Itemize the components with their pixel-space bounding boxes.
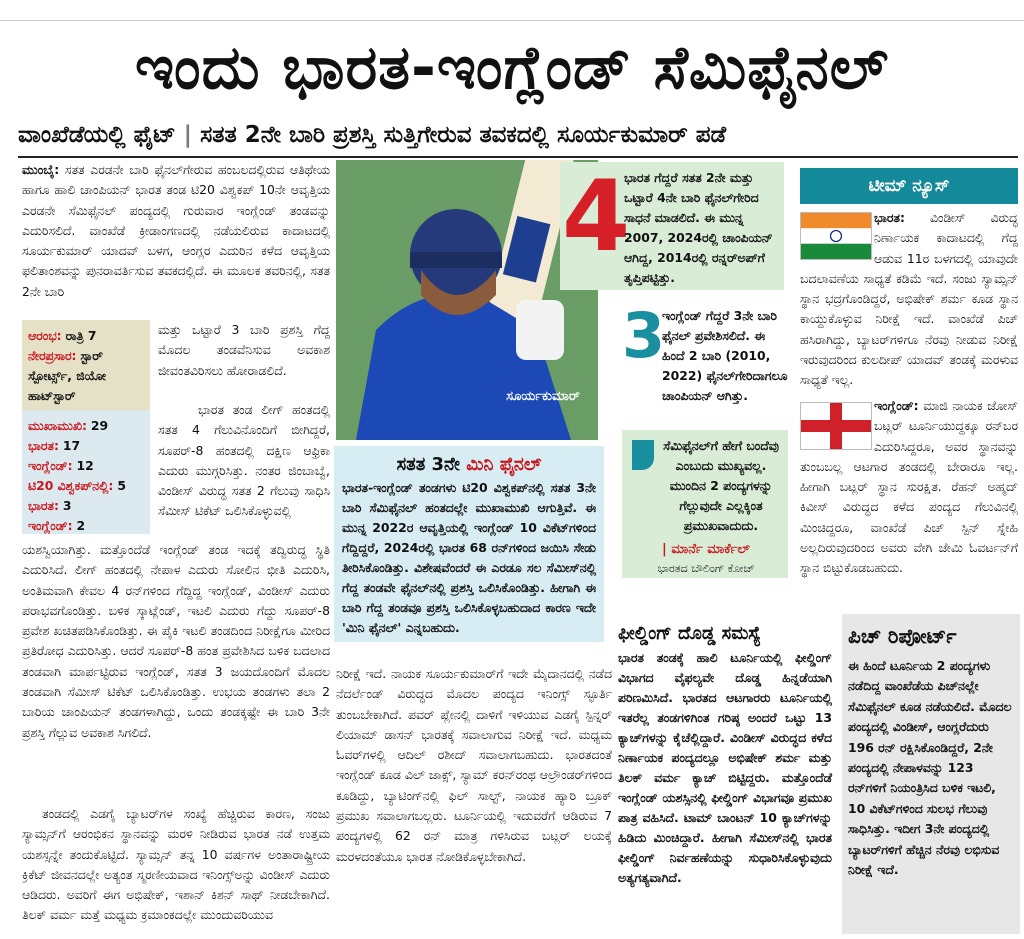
h2h-row: ಇಂಗ್ಲೆಂಡ್: 2: [28, 518, 86, 533]
fielding-heading: ಫೀಲ್ಡಿಂಗ್ ದೊಡ್ಡ ಸಮಸ್ಯೆ: [618, 623, 762, 644]
subhead-separator: |: [183, 122, 193, 148]
story-para-1: [22, 160, 330, 320]
mini-final-text: ಭಾರತ-ಇಂಗ್ಲೆಂಡ್ ತಂಡಗಳು ಟಿ20 ವಿಶ್ವಕಪ್‌ನಲ್ಲಿ ಸತತ 3ನೇ ಬಾರಿ ಸೆಮಿಫೈನಲ್ ಹಂತದಲ್ಲೇ ಮುಖಾಮುಖಿ ಆಗುತ್ತಿವೆ. ಈ ಮುನ್ನ 2022ರ ಆವೃತ್ತಿಯಲ್ಲಿ ಇಂಗ್ಲೆಂಡ್ 10 ವಿಕೆಟ್‌ಗಳಿಂದ ಗೆದ್ದಿದ್ದರೆ, 2024ರಲ್ಲಿ ಭಾರತ 68 ರನ್‌ಗಳಿಂದ ಜಯಿಸಿ ಸೇಡು ತೀರಿಸಿಕೊಂಡಿತ್ತು. ವಿಶೇಷವೆಂದರೆ ಈ ಎರಡೂ ಸಲ ಸೆಮೀಸ್‌ನಲ್ಲಿ ಗೆದ್ದ ತಂಡವೇ ಫೈನಲ್‌ನಲ್ಲಿ ಪ್ರಶಸ್ತಿ ಒಲಿಸಿಕೊಂಡಿತ್ತು. ಹೀಗಾಗಿ ಈ ಬಾರಿ ಗೆದ್ದ ತಂಡವೂ ಪ್ರಶಸ್ತಿ ಒಲಿಸಿಕೊಳ್ಳಬಹುದಾದ ಕಾರಣ ಇದೇ 'ಮಿನಿ ಫೈನಲ್' ಎನ್ನಬಹುದು.: [342, 480, 596, 635]
story-para-4: ನಿರೀಕ್ಷೆ ಇದೆ. ನಾಯಕ ಸೂರ್ಯಕುಮಾರ್‌ಗೆ ಇದೇ ಮೈದಾನದಲ್ಲಿ ನಡೆದ ನೆದರ್ಲೆಂಡ್ ವಿರುದ್ಧದ ಮೊದಲ ಪಂದ್ಯದ ಇನಿಂಗ್ಸ್ ಸ್ಫೂರ್ತಿ ತುಂಬಬೇಕಾಗಿದೆ. ಪವರ್ ಪ್ಲೇನಲ್ಲಿ ದಾಳಿಗೆ ಇಳಿಯುವ ಎಡಗೈ ಸ್ಪಿನ್ನರ್ ಲಿಯಾಮ್ ಡಾಸನ್ ಭಾರತಕ್ಕೆ ಸವಾಲಾಗುವ ನಿರೀಕ್ಷೆ ಇದೆ. ಮಧ್ಯಮ ಓವರ್‌ಗಳಲ್ಲಿ ಆದಿಲ್ ರಶೀದ್ ಸವಾಲಾಗಬಹುದು. ಭಾರತದಂತೆ ಇಂಗ್ಲೆಂಡ್ ಕೂಡ ವಿಲ್ ಜಾಕ್ಸ್, ಸ್ಯಾಮ್ ಕರನ್‌ರಂಥ ಆಲ್ರೌಂಡರ್‌ಗಳಿಂದ ಕೂಡಿದ್ದು, ಬ್ಯಾಟಿಂಗ್‌ನಲ್ಲಿ ಫಿಲ್ ಸಾಲ್ಟ್, ನಾಯಕ ಹ್ಯಾರಿ ಬ್ರೂಕ್ ಪ್ರಮುಖ ಸವಾಲಾಗಬಲ್ಲರು. ಟೂರ್ನಿಯಲ್ಲಿ ಇದುವರೆಗೆ ಆಡಿರುವ 7 ಪಂದ್ಯಗಳಲ್ಲಿ 62 ರನ್ ಮಾತ್ರ ಗಳಿಸಿರುವ ಬಟ್ಲರ್ ಲಯಕ್ಕೆ ಮರಳದಂತೆಯೂ ಭಾರತ ನೋಡಿಕೊಳ್ಳಬೇಕಾಗಿದೆ.: [336, 666, 612, 864]
subheadline: [18, 116, 1018, 154]
pitch-report-text: ಈ ಹಿಂದೆ ಟೂರ್ನಿಯ 2 ಪಂದ್ಯಗಳು ನಡೆದಿದ್ದ ವಾಂಖೆಡೆಯ ಪಿಚ್‌ನಲ್ಲೇ ಸೆಮಿಫೈನಲ್ ಕೂಡ ನಡೆಯಲಿದೆ. ಮೊದಲ ಪಂದ್ಯದಲ್ಲಿ ವಿಂಡೀಸ್, ಆಂಗ್ಲರೆದುರು 196 ರನ್ ರಕ್ಷಿಸಿಕೊಂಡಿದ್ದರೆ, 2ನೇ ಪಂದ್ಯದಲ್ಲಿ ನೇಪಾಳವನ್ನು 123 ರನ್‌ಗಳಿಗೆ ನಿಯಂತ್ರಿಸಿದ ಬಳಿಕ ಇಟಲಿ, 10 ವಿಕೆಟ್‌ಗಳಿಂದ ಸುಲಭ ಗೆಲುವು ಸಾಧಿಸಿತ್ತು. ಇದೀಗ 3ನೇ ಪಂದ್ಯದಲ್ಲಿ ಬ್ಯಾಟರ್‌ಗಳಿಗೆ ಹೆಚ್ಚಿನ ನೆರವು ಲಭಿಸುವ ನಿರೀಕ್ಷೆ ಇದೆ.: [848, 658, 1012, 878]
story-para-2a: ಭಾರತ ತಂಡ ಲೀಗ್ ಹಂತದಲ್ಲಿ ಸತತ 4 ಗೆಲುವಿನೊಂದಿಗೆ ಬೀಗಿದ್ದರೆ, ಸೂಪರ್-8 ಹಂತದಲ್ಲಿ ದಕ್ಷಿಣ ಆಫ್ರಿಕಾ ಎದುರು ಮುಗ್ಗರಿಸಿತ್ತು. ನಂತರ ಜಿಂಬಾಬ್ವೆ, ವಿಂಡೀಸ್ ವಿರುದ್ಧ ಸತತ 2 ಗೆಲುವು ಸಾಧಿಸಿ ಸೆಮೀಸ್ ಟಿಕೆಟ್ ಒಲಿಸಿಕೊಳ್ಳುವಲ್ಲಿ: [158, 402, 330, 519]
header-rule: [18, 156, 1018, 158]
match-info-box: [22, 320, 150, 410]
quote-text: ಸೆಮಿಫೈನಲ್‌ಗೆ ಹೇಗೆ ಬಂದೆವು ಎಂಬುದು ಮುಖ್ಯವಲ್ಲ. ಮುಂದಿನ 2 ಪಂದ್ಯಗಳನ್ನು ಗೆಲ್ಲುವುದೇ ಎಲ್ಲಕ್ಕಿಂತ ಪ್ರಮುಖವಾದುದು.: [663, 438, 779, 533]
team-news-heading: ಟೀಮ್ ನ್ಯೂಸ್: [800, 168, 1018, 204]
mini-final-box: [334, 446, 604, 642]
team-news: [800, 168, 1018, 608]
top-strip: [0, 0, 1024, 21]
subhead-right: ಸತತ 2ನೇ ಬಾರಿ ಪ್ರಶಸ್ತಿ ಸುತ್ತಿಗೇರುವ ತವಕದಲ್ಲಿ ಸೂರ್ಯಕುಮಾರ್ ಪಡೆ: [200, 122, 727, 148]
pitch-report-heading: ಪಿಚ್ ರಿಪೋರ್ಟ್: [848, 624, 957, 648]
player-photo: [336, 160, 598, 440]
head-to-head-box: [22, 410, 150, 534]
fielding-text: ಭಾರತ ತಂಡಕ್ಕೆ ಹಾಲಿ ಟೂರ್ನಿಯಲ್ಲಿ ಫೀಲ್ಡಿಂಗ್ ವಿಭಾಗದ ವೈಫಲ್ಯವೇ ದೊಡ್ಡ ಹಿನ್ನಡೆಯಾಗಿ ಪರಿಣಮಿಸಿದೆ. ಭಾರತದ ಆಟಗಾರರು ಟೂರ್ನಿಯಲ್ಲಿ ಇತರೆಲ್ಲ ತಂಡಗಳಿಗಿಂತ ಗರಿಷ್ಠ ಅಂದರೆ ಒಟ್ಟು 13 ಕ್ಯಾಚ್‌ಗಳನ್ನು ಕೈಚೆಲ್ಲಿದ್ದಾರೆ. ವಿಂಡೀಸ್ ವಿರುದ್ಧದ ಕಳೆದ ನಿರ್ಣಾಯಕ ಪಂದ್ಯದಲ್ಲೂ ಅಭಿಷೇಕ್ ಶರ್ಮ ಮತ್ತು ತಿಲಕ್ ವರ್ಮ ಕ್ಯಾಚ್ ಬಿಟ್ಟಿದ್ದರು. ಮತ್ತೊಂದೆಡೆ ಇಂಗ್ಲೆಂಡ್ ಯಶಸ್ಸಿನಲ್ಲಿ ಫೀಲ್ಡಿಂಗ್ ವಿಭಾಗವೂ ಪ್ರಮುಖ ಪಾತ್ರ ವಹಿಸಿದೆ. ಟಾಮ್ ಬಾಂಟನ್ 10 ಕ್ಯಾಚ್‌ಗಳನ್ನು ಹಿಡಿದು ಮಿಂಚಿದ್ದಾರೆ. ಹೀಗಾಗಿ ಸೆಮೀಸ್‌ನಲ್ಲಿ ಭಾರತ ಫೀಲ್ಡಿಂಗ್ ನಿರ್ವಹಣೆಯನ್ನು ಸುಧಾರಿಸಿಕೊಳ್ಳುವುದು ಅತ್ಯಗತ್ಯವಾಗಿದೆ.: [618, 650, 832, 885]
fact-box-india: [560, 162, 784, 290]
fact-text-india: ಭಾರತ ಗೆದ್ದರೆ ಸತತ 2ನೇ ಮತ್ತು ಒಟ್ಟಾರೆ 4ನೇ ಬಾರಿ ಫೈನಲ್‌ಗೇರಿದ ಸಾಧನೆ ಮಾಡಲಿದೆ. ಈ ಮುನ್ನ 2007, 2024ರಲ್ಲಿ ಚಾಂಪಿಯನ್ ಆಗಿದ್ದ, 2014ರಲ್ಲಿ ರನ್ನರ್‌ಅಪ್‌ಗೆ ತೃಪ್ತಿಪಟ್ಟಿತ್ತು.: [624, 170, 773, 285]
broadcast: ನೇರಪ್ರಸಾರ: ಸ್ಟಾರ್ ಸ್ಪೋರ್ಟ್ಸ್, ಜಿಯೋ ಹಾಟ್‌ಸ್ಟಾರ್: [28, 348, 106, 403]
story-para-3: ತಂಡದಲ್ಲಿ ಎಡಗೈ ಬ್ಯಾಟರ್‌ಗಳ ಸಂಖ್ಯೆ ಹೆಚ್ಚಿರುವ ಕಾರಣ, ಸಂಜು ಸ್ಯಾಮ್ಸನ್‌ಗೆ ಆರಂಭಿಕನ ಸ್ಥಾನವನ್ನು ಮರಳಿ ನೀಡಿರುವ ಭಾರತ ನಡೆ ಉತ್ತಮ ಯಶಸ್ಸನ್ನೇ ತಂದುಕೊಟ್ಟಿದೆ. ಸ್ಯಾಮ್ಸನ್ ತನ್ನ 10 ವರ್ಷಗಳ ಅಂತಾರಾಷ್ಟ್ರೀಯ ಕ್ರಿಕೆಟ್ ಜೀವನದಲ್ಲೇ ಅತ್ಯಂತ ಸ್ಮರಣೀಯವಾದ ಇನಿಂಗ್ಸ್‌ಅನ್ನು ವಿಂಡೀಸ್ ಎದುರು ಆಡಿದರು. ಅವರಿಗೆ ಈಗ ಅಭಿಷೇಕ್, ಇಶಾನ್ ಕಿಶನ್ ಸಾಥ್ ನೀಡಬೇಕಾಗಿದೆ. ತಿಲಕ್ ವರ್ಮ ಮತ್ತೆ ಮಧ್ಯಮ ಕ್ರಮಾಂಕದಲ್ಲೇ ಮುಂದುವರಿಯುವ: [22, 806, 330, 923]
mini-final-heading: ಸತತ 3ನೇ ಮಿನಿ ಫೈನಲ್: [396, 454, 542, 475]
start-time: ಆರಂಭ: ರಾತ್ರಿ 7: [28, 328, 97, 343]
story-text-1: ಸತತ ಎರಡನೇ ಬಾರಿ ಫೈನಲ್‌ಗೇರುವ ಹಂಬಲದಲ್ಲಿರುವ ಆತಿಥೇಯ ಹಾಗೂ ಹಾಲಿ ಚಾಂಪಿಯನ್ ಭಾರತ ತಂಡ ಟಿ20 ವಿಶ್ವಕಪ್ 10ನೇ ಆವೃತ್ತಿಯ ಎರಡನೇ ಸೆಮಿಫೈನಲ್ ಪಂದ್ಯದಲ್ಲಿ ಗುರುವಾರ ಇಂಗ್ಲೆಂಡ್ ತಂಡವನ್ನು ಎದುರಿಸಲಿದೆ. ವಾಂಖೆಡೆ ಕ್ರೀಡಾಂಗಣದಲ್ಲಿ ನಡೆಯಲಿರುವ ಕಾದಾಟದಲ್ಲಿ ಸೂರ್ಯಕುಮಾರ್ ಯಾದವ್ ಬಳಗ, ಆಂಗ್ಲರ ಎದುರಿನ ಕಳೆದ ಆವೃತ್ತಿಯ ಫಲಿತಾಂಶವನ್ನು ಪುನರಾವರ್ತಿಸುವ ತವಕದಲ್ಲಿದೆ. ಈ ಮೂಲಕ ತವರಿನಲ್ಲಿ, ಸತತ 2ನೇ ಬಾರಿ: [22, 162, 330, 299]
fact-text-england: ಇಂಗ್ಲೆಂಡ್ ಗೆದ್ದರೆ 3ನೇ ಬಾರಿ ಫೈನಲ್ ಪ್ರವೇಶಿಸಲಿದೆ. ಈ ಹಿಂದೆ 2 ಬಾರಿ (2010, 2022) ಫೈನಲ್‌ಗೇರಿದಾಗಲೂ ಚಾಂಪಿಯನ್ ಆಗಿತ್ತು.: [662, 308, 788, 403]
h2h-row: ಭಾರತ: 3: [28, 498, 72, 513]
headline: ಇಂದು ಭಾರತ-ಇಂಗ್ಲೆಂಡ್ ಸೆಮಿಫೈನಲ್: [134, 33, 890, 103]
subhead-left: ವಾಂಖೆಡೆಯಲ್ಲಿ ಫೈಟ್: [18, 122, 176, 148]
h2h-row: ಭಾರತ: 17: [28, 438, 81, 453]
dateline: ಮುಂಬೈ:: [22, 162, 60, 177]
fact-box-england: [622, 300, 788, 420]
fact-number-england: 3: [622, 299, 666, 372]
h2h-row: ಮುಖಾಮುಖಿ: 29: [28, 418, 109, 433]
quote-author: | ಮಾರ್ನೆ ಮಾರ್ಕೆಲ್: [662, 542, 750, 557]
pitch-report: [842, 614, 1020, 934]
quote-box: [622, 430, 788, 578]
photo-caption: ಸೂರ್ಯಕುಮಾರ್: [506, 389, 580, 404]
h2h-row: ಟಿ20 ವಿಶ್ವಕಪ್‌ನಲ್ಲಿ: 5: [28, 478, 126, 493]
quote-role: ಭಾರತದ ಬೌಲಿಂಗ್ ಕೋಚ್: [657, 562, 755, 575]
story-para-1b: ಮತ್ತು ಒಟ್ಟಾರೆ 3 ಬಾರಿ ಪ್ರಶಸ್ತಿ ಗೆದ್ದ ಮೊದಲ ತಂಡವೆನಿಸುವ ಅವಕಾಶ ಜೀವಂತವಿರಿಸಲು ಹೋರಾಡಲಿದೆ.: [158, 322, 330, 378]
fielding-section: [618, 620, 832, 936]
team-england-text: ಇಂಗ್ಲೆಂಡ್: ಮಾಜಿ ನಾಯಕ ಜೋಸ್ ಬಟ್ಲರ್ ಟೂರ್ನಿಯುದ್ದಕ್ಕೂ ರನ್‌ಬರ ಎದುರಿಸಿದ್ದರೂ, ಅವರ ಸ್ಥಾನವನ್ನು ತುಂಬಬಲ್ಲ ಆಟಗಾರ ತಂಡದಲ್ಲಿ ಬೇರಾರೂ ಇಲ್ಲ. ಹೀಗಾಗಿ ಬಟ್ಲರ್ ಸ್ಥಾನ ಸುರಕ್ಷಿತ. ರೆಹನ್ ಅಹ್ಮದ್ ಕಿವೀಸ್ ವಿರುದ್ಧದ ಕಳೆದ ಪಂದ್ಯದ ಗೆಲುವಿನಲ್ಲಿ ಮಿಂಚಿದ್ದರೂ, ವಾಂಖೆಡೆ ಪಿಚ್ ಸ್ಪಿನ್ ಸ್ನೇಹಿ ಅಲ್ಲದಿರುವುದರಿಂದ ಅವರು ವೇಗಿ ಜೇಮಿ ಓವರ್ಟನ್‌ಗೆ ಸ್ಥಾನ ಬಿಟ್ಟುಕೊಡಬಹುದು.: [800, 398, 1018, 576]
fact-number-india: 4: [562, 160, 631, 274]
team-india-text: ಭಾರತ: ವಿಂಡೀಸ್ ವಿರುದ್ಧ ನಿರ್ಣಾಯಕ ಕಾದಾಟದಲ್ಲಿ ಗೆದ್ದ ಆಡುವ 11ರ ಬಳಗದಲ್ಲಿ ಯಾವುದೇ ಬದಲಾವಣೆಯ ಸಾಧ್ಯತೆ ಕಡಿಮೆ ಇದೆ. ಸಂಜು ಸ್ಯಾಮ್ಸನ್ ಸ್ಥಾನ ಭದ್ರಗೊಂಡಿದ್ದರೆ, ಅಭಿಷೇಕ್ ಶರ್ಮ ಕೂಡ ಸ್ಥಾನ ಕಾಯ್ದುಕೊಳ್ಳುವ ನಿರೀಕ್ಷೆ ಇದೆ. ವಾಂಖೆಡೆ ಪಿಚ್ ಹಸಿರಾಗಿದ್ದು, ಬ್ಯಾಟರ್‌ಗಳಿಗೂ ನೆರವು ನೀಡುವ ನಿರೀಕ್ಷೆ ಇರುವುದರಿಂದ ಕುಲದೀಪ್ ಯಾದವ್ ತಂಡಕ್ಕೆ ಮರಳುವ ಸಾಧ್ಯತೆ ಇಲ್ಲ.: [800, 210, 1018, 388]
story-para-2b: ಯಶಸ್ವಿಯಾಗಿತ್ತು. ಮತ್ತೊಂದೆಡೆ ಇಂಗ್ಲೆಂಡ್ ತಂಡ ಇದಕ್ಕೆ ತದ್ವಿರುದ್ಧ ಸ್ಥಿತಿ ಎದುರಿಸಿದೆ. ಲೀಗ್ ಹಂತದಲ್ಲಿ ನೇಪಾಳ ಎದುರು ಸೋಲಿನ ಭೀತಿ ಎದುರಿಸಿ, ಅಂತಿಮವಾಗಿ ಕೇವಲ 4 ರನ್‌ಗಳಿಂದ ಗೆದ್ದಿದ್ದ ಇಂಗ್ಲೆಂಡ್, ವಿಂಡೀಸ್ ಎದುರು ಪರಾಭವಗೊಂಡಿತ್ತು. ಬಳಿಕ ಸ್ಕಾಟ್ಲೆಂಡ್, ಇಟಲಿ ಎದುರು ಗೆದ್ದು ಸೂಪರ್-8 ಪ್ರವೇಶ ಖಚಿತಪಡಿಸಿಕೊಂಡಿತ್ತು. ಈ ಪೈಕಿ ಇಟಲಿ ತಂಡದಿಂದ ನಿರೀಕ್ಷೆಗೂ ಮೀರಿದ ಪ್ರತಿರೋಧ ಎದುರಿಸಿತ್ತು. ಆದರೆ ಸೂಪರ್-8 ಹಂತ ಪ್ರವೇಶಿಸಿದ ಬಳಿಕ ಬದಲಾದ ತಂಡವಾಗಿ ಮಾರ್ಪಟ್ಟಿರುವ ಇಂಗ್ಲೆಂಡ್, ಸತತ 3 ಜಯದೊಂದಿಗೆ ಮೊದಲ ತಂಡವಾಗಿ ಸೆಮೀಸ್ ಟಿಕೆಟ್ ಒಲಿಸಿಕೊಂಡಿತ್ತು. ಉಭಯ ತಂಡಗಳು ತಲಾ 2 ಬಾರಿಯ ಚಾಂಪಿಯನ್ ತಂಡಗಳಾಗಿದ್ದು, ಒಂದು ತಂಡಕ್ಕಷ್ಟೇ ಈ ಬಾರಿ 3ನೇ ಪ್ರಶಸ್ತಿ ಗೆಲ್ಲುವ ಅವಕಾಶ ಸಿಗಲಿದೆ.: [22, 542, 330, 740]
h2h-row: ಇಂಗ್ಲೆಂಡ್: 12: [28, 458, 94, 473]
